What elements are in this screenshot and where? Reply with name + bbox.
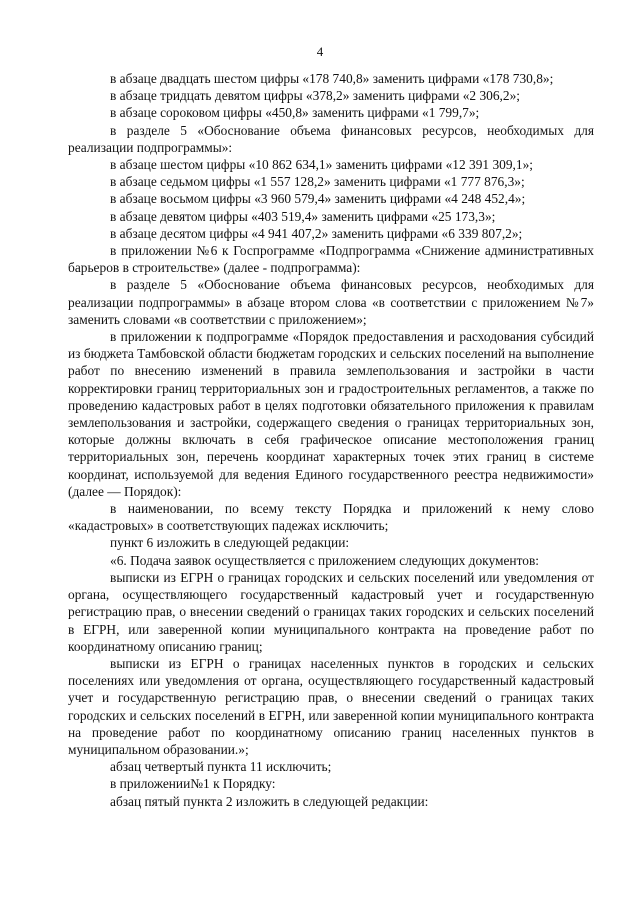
paragraph: в приложении к подпрограмме «Порядок предоставления и расходования субсидий из бюджета Тамбовской области бюджетам городских и сельских поселений на выполнение работ по внесению изменений в правила землепользования и застройки в части корректировки границ территориальных зон и градостроительных регламентов, а также по проведению кадастровых работ в целях подготовки обязательного приложения к правилам землепользования и застройки, содержащего сведения о границах территориальных зон, которые должны включать в себя графическое описание местоположения границ территориальных зон, перечень координат характерных точек этих границ в системе координат, используемой для ведения Единого государственного реестра недвижимости» (далее — Порядок): [68,329,594,499]
paragraph: в абзаце десятом цифры «4 941 407,2» заменить цифрами «6 339 807,2»; [110,225,523,241]
paragraph: в наименовании, по всему тексту Порядка и приложений к нему слово «кадастровых» в соответствующих падежах исключить; [68,501,594,534]
paragraph: в абзаце тридцать девятом цифры «378,2» заменить цифрами «2 306,2»; [110,88,520,104]
paragraph: в разделе 5 «Обоснование объема финансовых ресурсов, необходимых для реализации подпрограммы»: [68,122,594,155]
paragraph: в приложении №6 к Госпрограмме «Подпрограмма «Снижение административных барьеров в строительстве» (далее - подпрограмма): [68,243,594,276]
paragraph: в абзаце шестом цифры «10 862 634,1» заменить цифрами «12 391 309,1»; [110,157,534,173]
paragraph: в приложении№1 к Порядку: [110,776,276,792]
paragraph: в абзаце седьмом цифры «1 557 128,2» заменить цифрами «1 777 876,3»; [110,174,525,190]
paragraph: в абзаце двадцать шестом цифры «178 740,8» заменить цифрами «178 730,8»; [110,71,554,86]
paragraph: абзац четвертый пункта 11 исключить; [110,759,332,775]
paragraph: пункт 6 изложить в следующей редакции: [110,535,350,551]
paragraph: выписки из ЕГРН о границах населенных пунктов в городских и сельских поселениях или уведомления от органа, осуществляющего государственный кадастровый учет и государственную регистрацию прав, о внесении сведений о границах таких городских и сельских поселений в ЕГРН, или заверенной копии муниципального контракта на проведение работ по координатному описанию границ населенных пунктов в муниципальном образовании.»; [68,655,594,757]
paragraph: в абзаце восьмом цифры «3 960 579,4» заменить цифрами «4 248 452,4»; [110,191,526,207]
document-body [68,70,594,810]
paragraph: абзац пятый пункта 2 изложить в следующей редакции: [110,793,429,809]
paragraph: в абзаце девятом цифры «403 519,4» заменить цифрами «25 173,3»; [110,208,496,224]
paragraph: в абзаце сороковом цифры «450,8» заменить цифрами «1 799,7»; [110,105,480,121]
paragraph: в разделе 5 «Обоснование объема финансовых ресурсов, необходимых для реализации подпрограммы» в абзаце втором слова «в соответствии с приложением №7» заменить словами «в соответствии с приложением»; [68,277,594,327]
page-number: 4 [316,44,324,59]
paragraph: «6. Подача заявок осуществляется с приложением следующих документов: [110,552,539,568]
paragraph: выписки из ЕГРН о границах городских и сельских поселений или уведомления от органа, осуществляющего государственный кадастровый учет и государственную регистрацию прав, о внесении сведений о границах таких городских и сельских поселений в ЕГРН, или заверенной копии муниципального контракта на проведение работ по координатному описанию границ; [68,569,594,654]
